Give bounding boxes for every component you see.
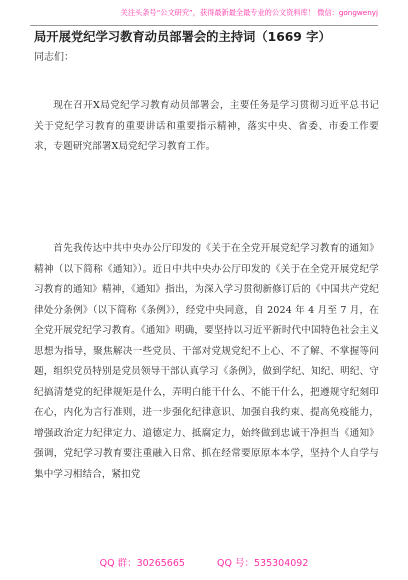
header-divider bbox=[30, 25, 378, 26]
document-title: 局开展党纪学习教育动员部署会的主持词（1669 字） bbox=[34, 30, 331, 44]
paragraph-1: 现在召开X局党纪学习教育动员部署会，主要任务是学习贯彻习近平总书记关于党纪学习教育的重要讲话和重要指示精神，落实中央、省委、市委工作要求，专题研究部署X局党纪学习教育工作。 bbox=[34, 100, 379, 152]
header-promo-note: 关注头条号“公文研究”，获得最新最全最专业的公文资料库！ 微信：gongwenyj bbox=[120, 8, 378, 17]
paragraph-2: 首先我传达中共中央办公厅印发的《关于在全党开展党纪学习教育的通知》精神（以下简称《通知》）。近日中共中央办公厅印发的《关于在全党开展党纪学习教育的通知》精神，《通知》指出，为深入学习贯彻新修订后的《中国共产党纪律处分条例》（以下简称《条例》），经党中央同意，自 2024 年 4 月至 7 月，在全党开展党纪学习教育。《通知》明确，要坚持以习近平新时代中国特色社会主义思想为指导，聚焦解决一些党员、干部对党规党纪不上心、不了解、不掌握等问题，组织党员特别是党员领导干部认真学习《条例》，做到学纪、知纪、明纪、守纪搞清楚党的纪律规矩是什么，弄明白能干什么、不能干什么，把遵规守纪刻印在心，内化为言行准则，进一步强化纪律意识、加强自我约束、提高免疫能力，增强政治定力纪律定力、道德定力、抵腐定力，始终做到忠诚干净担当《通知》强调，党纪学习教育要注重融入日常、抓在经常要原原本本学，坚持个人自学与集中学习相结合，紧扣党 bbox=[34, 243, 379, 480]
footer-qq-group: QQ 群：30265665 bbox=[99, 558, 185, 569]
footer-qq-number: QQ 号：535304092 bbox=[217, 558, 309, 569]
footer-contact bbox=[0, 558, 408, 570]
salutation: 同志们： bbox=[34, 52, 74, 63]
